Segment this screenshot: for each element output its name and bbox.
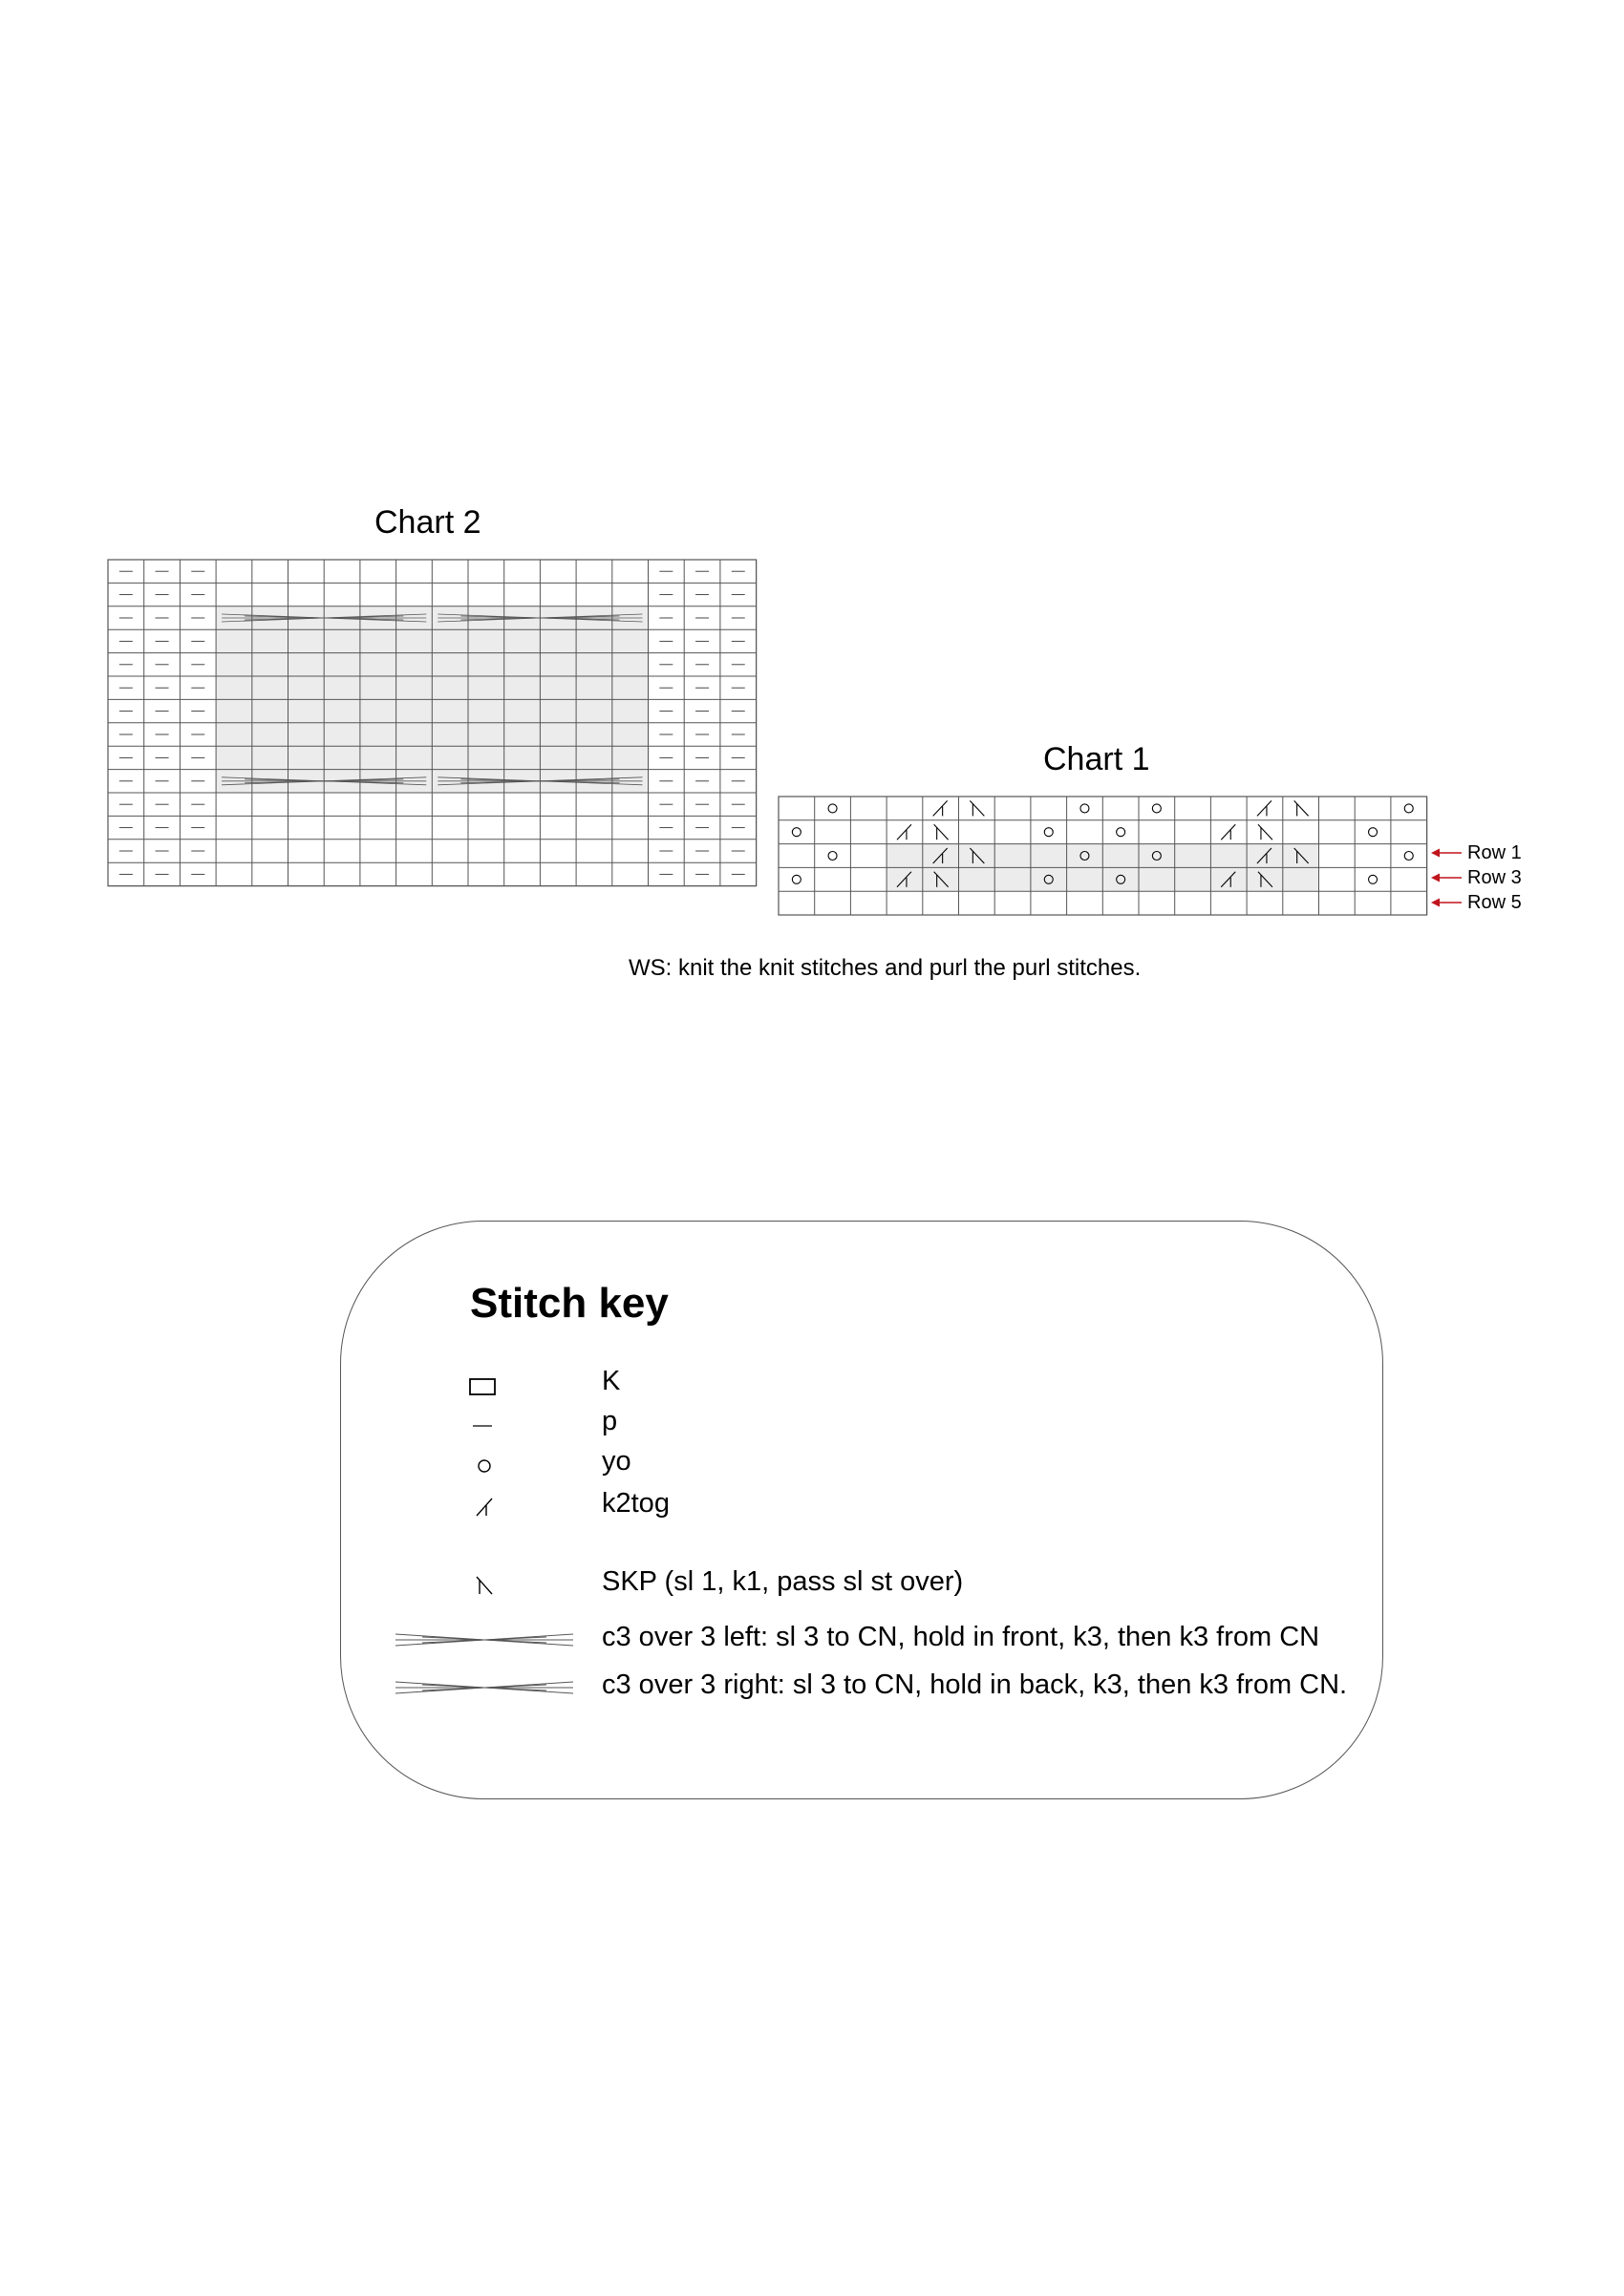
row3-arrow-icon xyxy=(1431,872,1464,883)
chart1-yo-r2c1 xyxy=(828,852,837,861)
chart1-skp-r1c13 xyxy=(1258,824,1272,840)
chart1-yo-r3c16 xyxy=(1369,875,1378,883)
chart1-yo-r2c17 xyxy=(1404,852,1413,861)
row-label-3: Row 3 xyxy=(1467,867,1522,888)
cable-right-icon xyxy=(394,1675,575,1700)
chart1-k2tog-r1c3 xyxy=(897,824,911,840)
knit-square-icon xyxy=(468,1375,499,1398)
chart1-yo-r1c7 xyxy=(1044,828,1053,837)
chart2-grid xyxy=(108,560,758,915)
yarn-over-circle-icon xyxy=(476,1457,493,1475)
chart1-yo-r0c10 xyxy=(1152,804,1161,813)
chart1-yo-r0c17 xyxy=(1404,804,1413,813)
stitch-key-title: Stitch key xyxy=(470,1280,669,1327)
chart1-yo-r3c0 xyxy=(792,875,801,883)
chart1-yo-r1c16 xyxy=(1369,828,1378,837)
chart1-grid xyxy=(779,797,1428,921)
row-label-5: Row 5 xyxy=(1467,892,1522,913)
chart1-title: Chart 1 xyxy=(1043,741,1150,777)
key-label-p: p xyxy=(602,1406,618,1436)
row1-arrow-icon xyxy=(1431,847,1464,859)
chart1-k2tog-r1c12 xyxy=(1221,824,1235,840)
k2tog-icon xyxy=(474,1496,495,1519)
key-label-k: K xyxy=(602,1366,621,1396)
chart1-k2tog-r0c4 xyxy=(933,800,948,816)
key-label-skp: SKP (sl 1, k1, pass sl st over) xyxy=(602,1566,964,1597)
chart1-yo-r1c9 xyxy=(1117,828,1125,837)
key-label-yo: yo xyxy=(602,1446,631,1477)
chart1-yo-r1c0 xyxy=(792,828,801,837)
chart2-grid-lines xyxy=(108,560,757,886)
row-label-1: Row 1 xyxy=(1467,842,1522,863)
ws-note: WS: knit the knit stitches and purl the purl stitches. xyxy=(629,955,1142,981)
key-label-cable-left: c3 over 3 left: sl 3 to CN, hold in front, k3, then k3 from CN xyxy=(602,1622,1320,1652)
chart1-yo-r0c8 xyxy=(1080,804,1089,813)
chart1-k2tog-r0c13 xyxy=(1257,800,1271,816)
chart2-title: Chart 2 xyxy=(374,504,481,541)
purl-dash-icon xyxy=(471,1421,496,1431)
row5-arrow-icon xyxy=(1431,897,1464,908)
cable-left-icon xyxy=(394,1627,575,1652)
key-label-k2tog: k2tog xyxy=(602,1488,670,1519)
chart1-yo-r0c1 xyxy=(828,804,837,813)
key-label-cable-right: c3 over 3 right: sl 3 to CN, hold in back, k3, then k3 from CN. xyxy=(602,1669,1348,1700)
chart1-skp-r0c14 xyxy=(1294,800,1309,816)
chart1-grid-lines xyxy=(779,797,1427,915)
chart1-skp-r1c4 xyxy=(934,824,949,840)
skp-icon xyxy=(474,1574,495,1597)
chart1-skp-r0c5 xyxy=(970,800,984,816)
